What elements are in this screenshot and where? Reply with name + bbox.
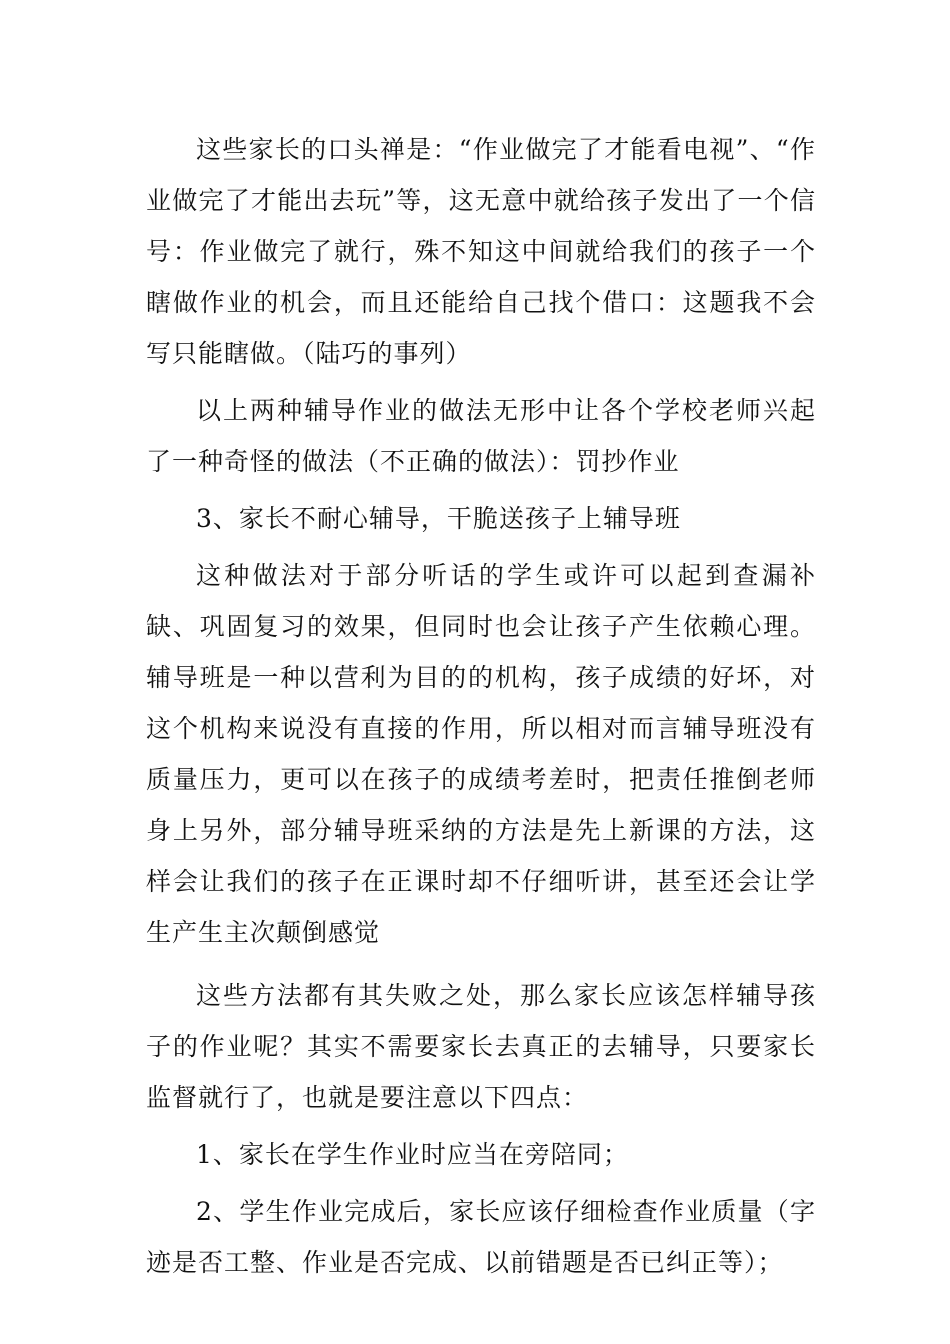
paragraph-point-1: 1、家长在学生作业时应当在旁陪同； bbox=[196, 1140, 629, 1169]
paragraph-tutoring-class-effects: 这种做法对于部分听话的学生或许可以起到查漏补缺、巩固复习的效果，但同时也会让孩子产生依赖心理。辅导班是一种以营利为目的的机构，孩子成绩的好坏，对这个机构来说没有直接的作用，所以相对而言辅导班没有质量压力，更可以在孩子的成绩考差时，把责任推倒老师身上另外，部分辅导班采纳的方法是先上新课的方法，这样会让我们的孩子在正课时却不仔细听讲，甚至还会让学生产生主次颠倒感觉 bbox=[146, 561, 816, 947]
paragraph-how-to-supervise: 这些方法都有其失败之处，那么家长应该怎样辅导孩子的作业呢？其实不需要家长去真正的去辅导，只要家长监督就行了，也就是要注意以下四点： bbox=[146, 981, 816, 1112]
paragraph-point-2: 2、学生作业完成后，家长应该仔细检查作业质量（字迹是否工整、作业是否完成、以前错题是否已纠正等）； bbox=[146, 1197, 816, 1277]
paragraph-heading-tutoring-class: 3、家长不耐心辅导，干脆送孩子上辅导班 bbox=[196, 504, 681, 533]
paragraph-copying-punishment: 以上两种辅导作业的做法无形中让各个学校老师兴起了一种奇怪的做法（不正确的做法）：罚抄作业 bbox=[146, 396, 816, 476]
document-body bbox=[146, 124, 816, 1288]
paragraph-parent-catchphrases: 这些家长的口头禅是：“作业做完了才能看电视”、“作业做完了才能出去玩”等，这无意中就给孩子发出了一个信号：作业做完了就行，殊不知这中间就给我们的孩子一个瞎做作业的机会，而且还能给自己找个借口：这题我不会写只能瞎做。（陆巧的事列） bbox=[146, 135, 816, 368]
